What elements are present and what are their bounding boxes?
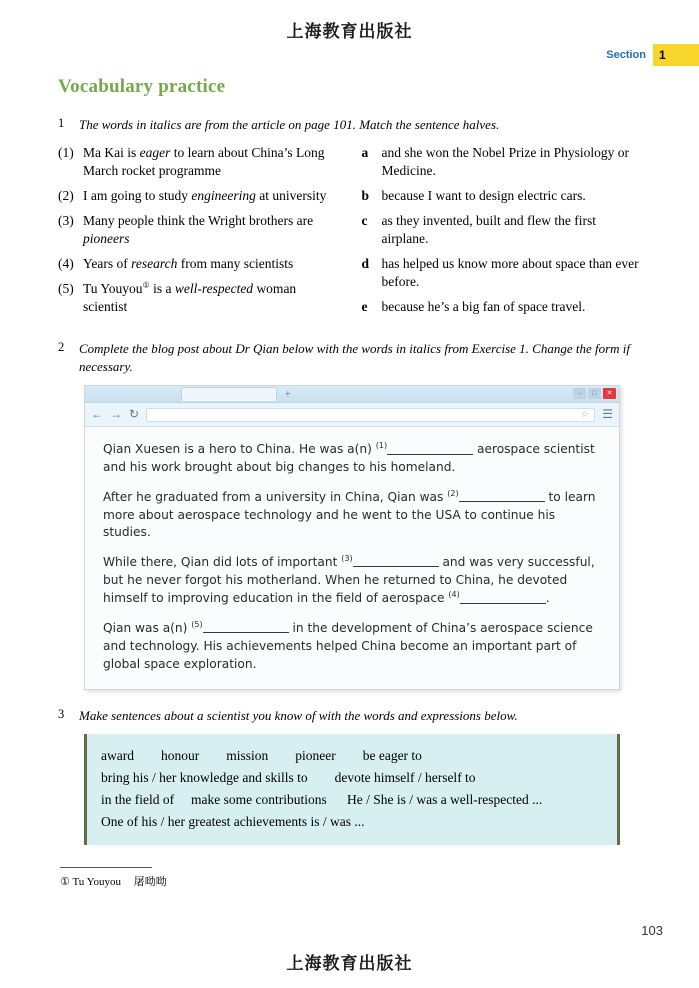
- bookmark-star-icon[interactable]: ☆: [581, 409, 590, 420]
- item-label: b: [361, 188, 370, 204]
- item-text: I am going to study engineering at university: [83, 188, 327, 204]
- exercise-3-number: 3: [58, 707, 65, 722]
- item-text: because I want to design electric cars.: [381, 188, 586, 204]
- item-text: Ma Kai is eager to learn about China’s Long March rocket programme: [83, 144, 325, 179]
- list-item[interactable]: [362, 298, 642, 316]
- list-item[interactable]: [58, 212, 338, 248]
- word-bank-row: in the field of make some contributions He / She is / was a well-respected ...: [101, 791, 543, 807]
- item-text: and she won the Nobel Prize in Physiology or Medicine.: [381, 144, 629, 179]
- list-item[interactable]: [362, 187, 642, 205]
- blank-number: (5): [191, 620, 203, 630]
- list-item[interactable]: [362, 144, 642, 180]
- maximize-icon[interactable]: □: [588, 388, 601, 399]
- footnote: [60, 867, 699, 889]
- exercise-1-number: 1: [58, 116, 65, 130]
- exercise-2-instruction: Complete the blog post about Dr Qian below with the words in italics from Exercise 1. Change the form if necessary.: [79, 340, 631, 374]
- blog-paragraph: After he graduated from a university in China, Qian was $^{(2)}$ to learn more about aerospace technology and he went to the USA to continue his studies.: [103, 488, 596, 540]
- forward-icon[interactable]: →: [110, 407, 122, 422]
- answer-blank[interactable]: [459, 490, 545, 502]
- section-tab-label: Section: [606, 49, 646, 61]
- item-text: Tu Youyou① is a well-respected woman scientist: [83, 280, 297, 315]
- browser-tab[interactable]: [181, 387, 277, 401]
- footnote-marker: ①: [142, 280, 150, 290]
- item-text: has helped us know more about space than ever before.: [381, 256, 639, 290]
- browser-toolbar: [85, 403, 619, 427]
- item-label: (2): [58, 188, 74, 204]
- item-label: e: [361, 299, 368, 315]
- page-title: Vocabulary practice: [58, 76, 226, 97]
- item-label: d: [361, 256, 370, 272]
- item-label: (5): [58, 281, 74, 297]
- page-header-publisher: 上海教育出版社: [286, 22, 413, 42]
- blank-number: (1): [375, 441, 388, 451]
- answer-blank[interactable]: [353, 555, 439, 567]
- section-tab: [606, 44, 699, 66]
- exercise-2-number: 2: [58, 339, 65, 354]
- section-tab-number: 1: [653, 44, 699, 66]
- minimize-icon[interactable]: –: [573, 388, 586, 399]
- item-label: a: [361, 144, 369, 160]
- list-item[interactable]: [362, 212, 642, 248]
- page-number: 103: [641, 923, 663, 938]
- page-content: [0, 76, 699, 845]
- answer-blank[interactable]: [203, 621, 289, 633]
- exercise-1-instruction: The words in italics are from the article on page 101. Match the sentence halves.: [79, 117, 500, 132]
- new-tab-icon[interactable]: +: [285, 388, 291, 400]
- exercise-2-heading: [58, 340, 641, 376]
- blank-number: (4): [448, 590, 460, 600]
- blog-post-body: [85, 427, 619, 689]
- blank-number: (2): [447, 488, 459, 498]
- word-bank-row: award honour mission pioneer be eager to: [101, 748, 422, 764]
- item-label: (4): [58, 256, 74, 272]
- answer-blank[interactable]: [387, 443, 473, 455]
- window-controls: [573, 388, 616, 399]
- reload-icon[interactable]: ↻: [129, 407, 140, 422]
- back-icon[interactable]: ←: [91, 407, 103, 422]
- word-bank-row: One of his / her greatest achievements is / was ...: [101, 813, 365, 829]
- list-item[interactable]: [58, 144, 338, 180]
- footnote-gloss: 屠呦呦: [133, 874, 167, 888]
- menu-icon[interactable]: ☰: [602, 407, 613, 422]
- item-label: (3): [58, 213, 74, 229]
- footnote-rule: [60, 867, 152, 868]
- blog-paragraph: Qian was a(n) $^{(5)}$ in the development of China’s aerospace science and technology. His achievements helped China become an important part of global space exploration.: [103, 620, 593, 671]
- blog-paragraph: While there, Qian did lots of important $^{(3)}$ and was very successful, but he never forgot his motherland. When he returned to China, he devoted himself to improving education in the field of aerospace $^{(4)}$ .: [103, 554, 595, 606]
- item-text: because he’s a big fan of space travel.: [381, 299, 586, 315]
- blog-paragraph: Qian Xuesen is a hero to China. He was a(n) $^{(1)}$ aerospace scientist and his work brought about big changes to his homeland.: [103, 441, 595, 475]
- exercise-1-heading: [58, 116, 641, 134]
- footnote-term: Tu Youyou: [72, 875, 121, 888]
- exercise-3-instruction: Make sentences about a scientist you know of with the words and expressions below.: [79, 708, 518, 724]
- answer-blank[interactable]: [460, 592, 546, 604]
- list-item[interactable]: [58, 187, 338, 205]
- matching-left-column: [58, 144, 338, 324]
- matching-exercise: [58, 144, 641, 324]
- blank-number: (3): [341, 554, 353, 563]
- list-item[interactable]: [58, 280, 338, 316]
- item-text: as they invented, built and flew the first airplane.: [381, 213, 596, 247]
- item-label: (1): [58, 144, 74, 160]
- item-label: c: [361, 213, 368, 229]
- browser-titlebar: [85, 386, 619, 403]
- browser-mock: [84, 385, 620, 690]
- item-text: Many people think the Wright brothers are pioneers: [83, 213, 314, 247]
- word-bank-row: bring his / her knowledge and skills to devote himself / herself to: [101, 770, 476, 786]
- list-item[interactable]: [362, 255, 642, 291]
- page-footer-publisher: 上海教育出版社: [286, 954, 413, 974]
- close-icon[interactable]: ✕: [603, 388, 616, 399]
- footnote-marker: ①: [60, 875, 70, 888]
- matching-right-column: [362, 144, 642, 324]
- item-text: Years of research from many scientists: [83, 256, 294, 272]
- list-item[interactable]: [58, 255, 338, 273]
- address-bar[interactable]: [146, 408, 595, 422]
- exercise-3-heading: [58, 707, 641, 725]
- word-bank-box: [84, 734, 620, 844]
